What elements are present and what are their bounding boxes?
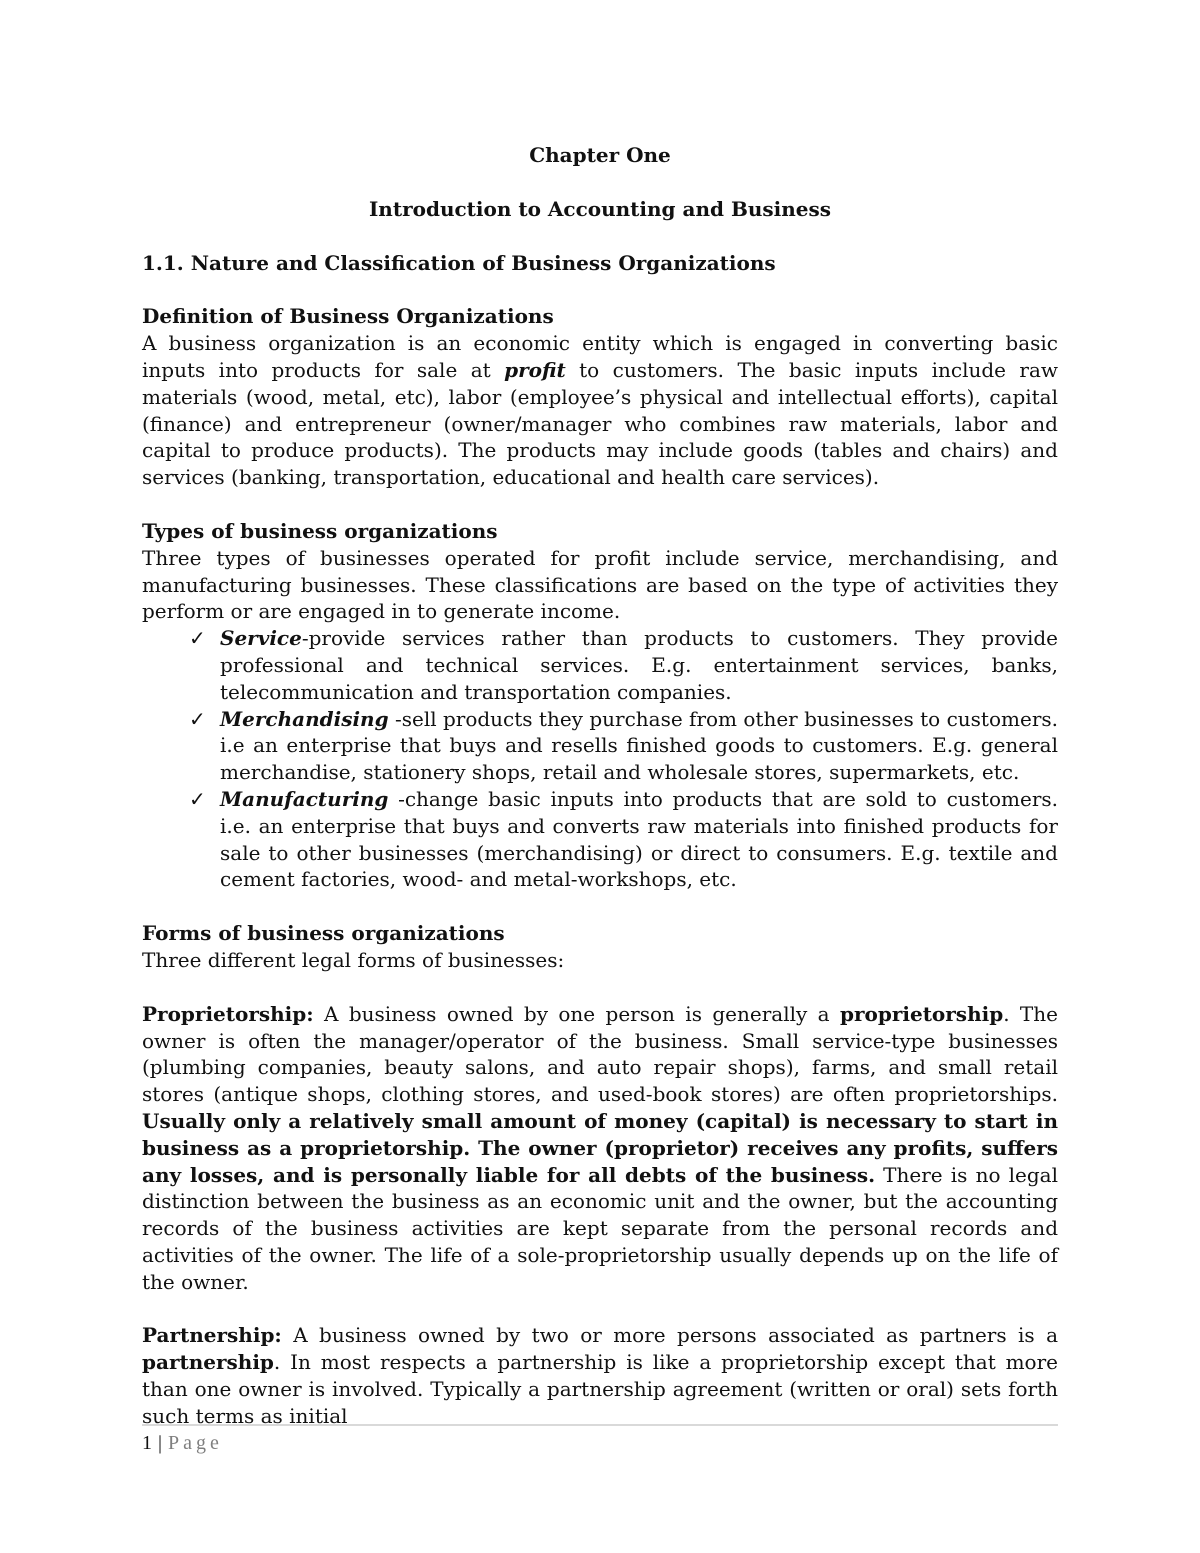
types-list	[142, 625, 1058, 893]
forms-heading: Forms of business organizations	[142, 921, 505, 946]
type-term: Merchandising	[220, 706, 389, 731]
proprietorship-text-2: . The owner is often the manager/operator of the business. Small service-type businesses (plumbing companies, beauty salons, and auto repair shops), farms, and small retail stores (antique shops, clothing stores, and used-book stores) are often proprietorships.	[142, 1001, 1058, 1107]
proprietorship-term: proprietorship	[839, 1001, 1004, 1026]
partnership-paragraph	[142, 1322, 1058, 1429]
partnership-text-2: . In most respects a partnership is like a proprietorship except that more than one owner is involved. Typically a partnership agreement (written or oral) sets forth such terms as initial	[142, 1350, 1058, 1428]
definition-paragraph	[142, 330, 1058, 491]
types-intro: Three types of businesses operated for profit include service, merchandising, and manufacturing businesses. These classifications are based on the type of activities they perform or are engaged in to generate income.	[142, 545, 1058, 624]
type-term: Manufacturing	[220, 786, 389, 811]
page-footer	[142, 1431, 223, 1455]
type-description: -sell products they purchase from other businesses to customers. i.e an enterprise that buys and resells finished goods to customers. E.g. general merchandise, stationery shops, retail and wholesale stores, supermarkets, etc.	[220, 706, 1058, 785]
page-separator: |	[158, 1432, 163, 1454]
definition-emphasis: profit	[504, 357, 566, 382]
proprietorship-label: Proprietorship:	[142, 1001, 314, 1026]
list-item	[142, 706, 1058, 786]
type-description: -provide services rather than products to customers. They provide professional and technical services. E.g. entertainment services, banks, telecommunication and transportation companies.	[220, 626, 1058, 704]
checkmark-icon: ✓	[189, 786, 206, 811]
list-item	[142, 786, 1058, 893]
definition-text-before: A business organization is an economic entity which is engaged in converting basic inputs into products for sale at	[142, 331, 1058, 382]
definition-text-after: to customers. The basic inputs include raw materials (wood, metal, etc), labor (employee’s physical and intellectual efforts), capital (finance) and entrepreneur (owner/manager who combines raw materials, labor and capital to produce products). The products may include goods (tables and chairs) and services (banking, transportation, educational and health care services).	[142, 357, 1058, 490]
type-description: -change basic inputs into products that are sold to customers. i.e. an enterprise that buys and converts raw materials into finished products for sale to other businesses (merchandising) or direct to consumers. E.g. textile and cement factories, wood- and metal-workshops, etc.	[220, 786, 1058, 892]
proprietorship-text-1: A business owned by one person is generally a	[313, 1001, 840, 1026]
document-page	[142, 142, 1058, 1430]
partnership-label: Partnership:	[142, 1323, 282, 1348]
type-term: Service	[220, 626, 302, 651]
forms-intro: Three different legal forms of businesses:	[142, 947, 565, 972]
chapter-subtitle: Introduction to Accounting and Business	[368, 196, 832, 221]
proprietorship-text-3: There is no legal distinction between the business as an economic unit and the owner, but the accounting records of the business activities are kept separate from the personal records and activities of the owner. The life of a sole-proprietorship usually depends up on the life of the owner.	[142, 1162, 1058, 1294]
proprietorship-paragraph	[142, 1001, 1058, 1296]
partnership-text-1: A business owned by two or more persons associated as partners is a	[281, 1323, 1058, 1348]
proprietorship-bold-text: Usually only a relatively small amount of money (capital) is necessary to start in business as a proprietorship. The owner (proprietor) receives any profits, suffers any losses, and is personally liable for all debts of the business.	[142, 1108, 1058, 1187]
checkmark-icon: ✓	[189, 626, 206, 651]
section-heading: 1.1. Nature and Classification of Business Organizations	[142, 250, 776, 275]
types-heading: Types of business organizations	[142, 518, 498, 543]
checkmark-icon: ✓	[189, 706, 206, 731]
chapter-title: Chapter One	[529, 143, 671, 167]
partnership-term: partnership	[142, 1350, 274, 1375]
page-number: 1	[142, 1432, 152, 1454]
definition-heading: Definition of Business Organizations	[142, 304, 554, 329]
page-label: Page	[168, 1432, 223, 1454]
footer-divider	[142, 1424, 1058, 1426]
list-item	[142, 625, 1058, 705]
